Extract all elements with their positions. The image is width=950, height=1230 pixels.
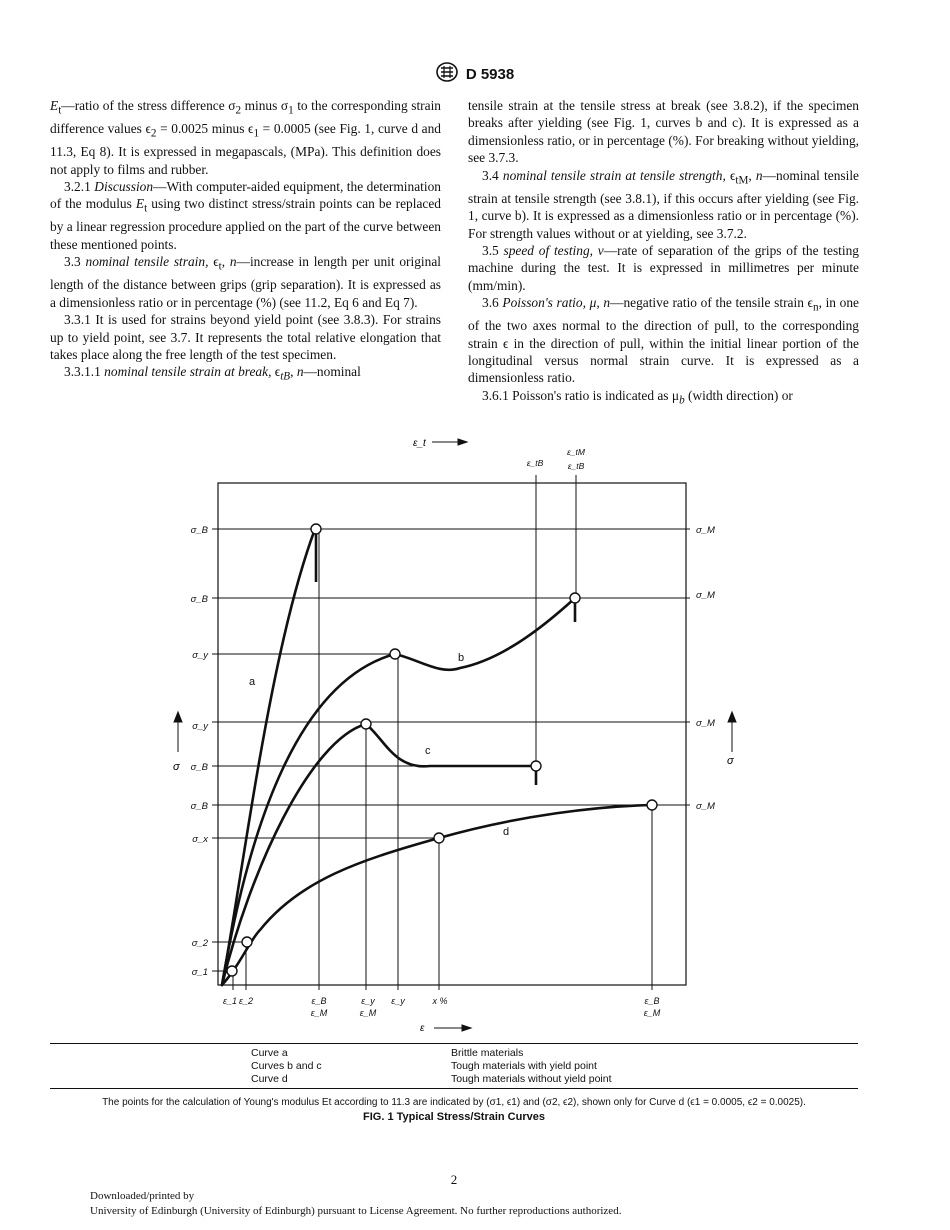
- right-label: σ_M: [696, 525, 715, 536]
- figure-legend: [50, 1043, 858, 1089]
- top-axis-label: ε_t: [413, 438, 426, 449]
- left-label: σ_y: [192, 721, 208, 732]
- curve-label-d: d: [503, 826, 510, 838]
- strain-gridlines: [233, 475, 652, 990]
- left-label: σ_B: [190, 762, 208, 773]
- plot-frame: [218, 483, 686, 985]
- left-text-column: [50, 97, 441, 386]
- right-label: σ_M: [696, 801, 715, 812]
- bottom-label: ε_y: [361, 996, 375, 1006]
- right-axis-label: σ: [727, 755, 734, 767]
- curve-c: [222, 724, 536, 985]
- left-label: σ_x: [192, 834, 208, 845]
- paragraph: 3.6 Poisson's ratio, μ, n—negative ratio of the tensile strain $\epsilon_n$, in one of the two axes normal to the direction of pull, to the corresponding strain ϵ in the direction of pull, within the initial linear portion of the longitudinal versus normal strain curve. It is expressed as a dimensionless ratio.: [468, 295, 859, 386]
- bottom-label: ε_2: [239, 996, 253, 1006]
- left-label: σ_B: [190, 801, 208, 812]
- curves: [222, 529, 652, 985]
- legend-material: Tough materials without yield point: [451, 1073, 612, 1085]
- bottom-label: x %: [432, 996, 448, 1006]
- paragraph: 3.2.1 Discussion—With computer-aided equipment, the determination of the modulus $E_t$ using two distinct stress/strain points can be replaced by a linear regression procedure applied on the part of the curve between these mentioned points.: [50, 178, 442, 252]
- paragraph: 3.6.1 Poisson's ratio is indicated as $\mu_b$ (width direction) or: [482, 387, 793, 407]
- top-mark: ε_tB: [567, 461, 585, 471]
- left-label: σ_y: [192, 650, 208, 661]
- legend-curve: Curve a: [251, 1047, 288, 1059]
- right-label: σ_M: [696, 718, 715, 729]
- top-mark: ε_tM: [567, 447, 585, 457]
- legend-row: [50, 1060, 858, 1073]
- left-label: σ_2: [191, 938, 208, 949]
- paragraph: tensile strain at the tensile stress at break (see 3.8.2), if the specimen breaks after yielding (see Fig. 1, curves b and c). It is expressed as a dimensionless ratio, or in percentage (%). For breaking without yielding, see 3.7.3.: [468, 98, 859, 166]
- legend-row: [50, 1047, 858, 1060]
- paragraph: 3.4 nominal tensile strain at tensile strength, $\epsilon_{tM}$, n—nominal tensile strain at tensile strength (see 3.8.1), if this occurs after yielding (see Fig. 1, curve b). It is expressed as a dimensionless ratio or in percentage (%). For strength values without or at yielding, see 3.7.2.: [468, 167, 859, 241]
- bottom-label: ε_B: [644, 996, 660, 1006]
- left-axis-label: σ: [173, 761, 180, 773]
- bottom-label: ε_M: [310, 1008, 328, 1018]
- bottom-label: ε_1: [223, 996, 237, 1006]
- right-text-column: [468, 97, 859, 410]
- figure-caption: FIG. 1 Typical Stress/Strain Curves: [363, 1111, 545, 1123]
- stress-strain-figure: [0, 430, 950, 1042]
- page-footer: [90, 1189, 621, 1219]
- legend-curve: Curve d: [251, 1073, 288, 1085]
- bottom-label: ε_y: [391, 996, 405, 1006]
- figure-note: The points for the calculation of Young's modulus Et according to 11.3 are indicated by (σ1, ϵ1) and (σ2, ϵ2), shown only for Curve d (ϵ1 = 0.0005, ϵ2 = 0.0025).: [102, 1097, 806, 1108]
- legend-material: Tough materials with yield point: [451, 1060, 597, 1072]
- right-label: σ_M: [696, 590, 715, 601]
- top-mark: ε_tB: [526, 458, 544, 468]
- bottom-label: ε_M: [643, 1008, 661, 1018]
- paragraph: $E_t—ratio$ of the stress difference $\sigma_2$ minus $\sigma_1$ to the corresponding strain difference values $\epsilon_2 = 0.0025$ minus $\epsilon_1 = 0.0005$ (see Fig. 1, curve d and 11.3, Eq 8). It is expressed in megapascals, (MPa). This definition does not apply to films and rubber.: [50, 98, 441, 177]
- footer-line: University of Edinburgh (University of Edinburgh) pursuant to License Agreement. No further reproductions authorized.: [90, 1205, 622, 1217]
- curve-d: [222, 805, 652, 985]
- page-header: [0, 62, 950, 87]
- page-number: 2: [450, 1172, 458, 1187]
- paragraph: 3.5 speed of testing, ν—rate of separation of the grips of the testing machine during the test. It is expressed in millimetres per minute (mm/min).: [468, 242, 859, 293]
- curve-label-b: b: [458, 652, 465, 664]
- curve-label-a: a: [249, 676, 256, 688]
- paragraph: 3.3.1 It is used for strains beyond yield point (see 3.8.3). For strains up to yield point, see 3.7. It represents the total relative elongation that takes place along the free length of the test specimen.: [50, 312, 441, 362]
- left-label: σ_B: [190, 594, 208, 605]
- bottom-axis-label: ε: [420, 1023, 425, 1034]
- paragraph: 3.3 nominal tensile strain, $\epsilon_t$, n—increase in length per unit original length of the distance between grips (grip separation). It is expressed as a dimensionless ratio or in percentage (%) (see 11.2, Eq 6 and Eq 7).: [50, 254, 441, 310]
- legend-curve: Curves b and c: [251, 1060, 322, 1072]
- left-label: σ_B: [190, 525, 208, 536]
- footer-line: Downloaded/printed by: [90, 1190, 195, 1202]
- legend-material: Brittle materials: [451, 1047, 524, 1059]
- bottom-label: ε_M: [359, 1008, 377, 1018]
- curve-label-c: c: [425, 745, 431, 757]
- document-number: D 5938: [465, 66, 515, 83]
- astm-logo-icon: [436, 62, 458, 87]
- bottom-label: ε_B: [311, 996, 327, 1006]
- left-label: σ_1: [191, 967, 208, 978]
- paragraph: 3.3.1.1 nominal tensile strain at break, $\epsilon_{tB}$, n—nominal: [64, 364, 361, 384]
- legend-row: [50, 1073, 858, 1086]
